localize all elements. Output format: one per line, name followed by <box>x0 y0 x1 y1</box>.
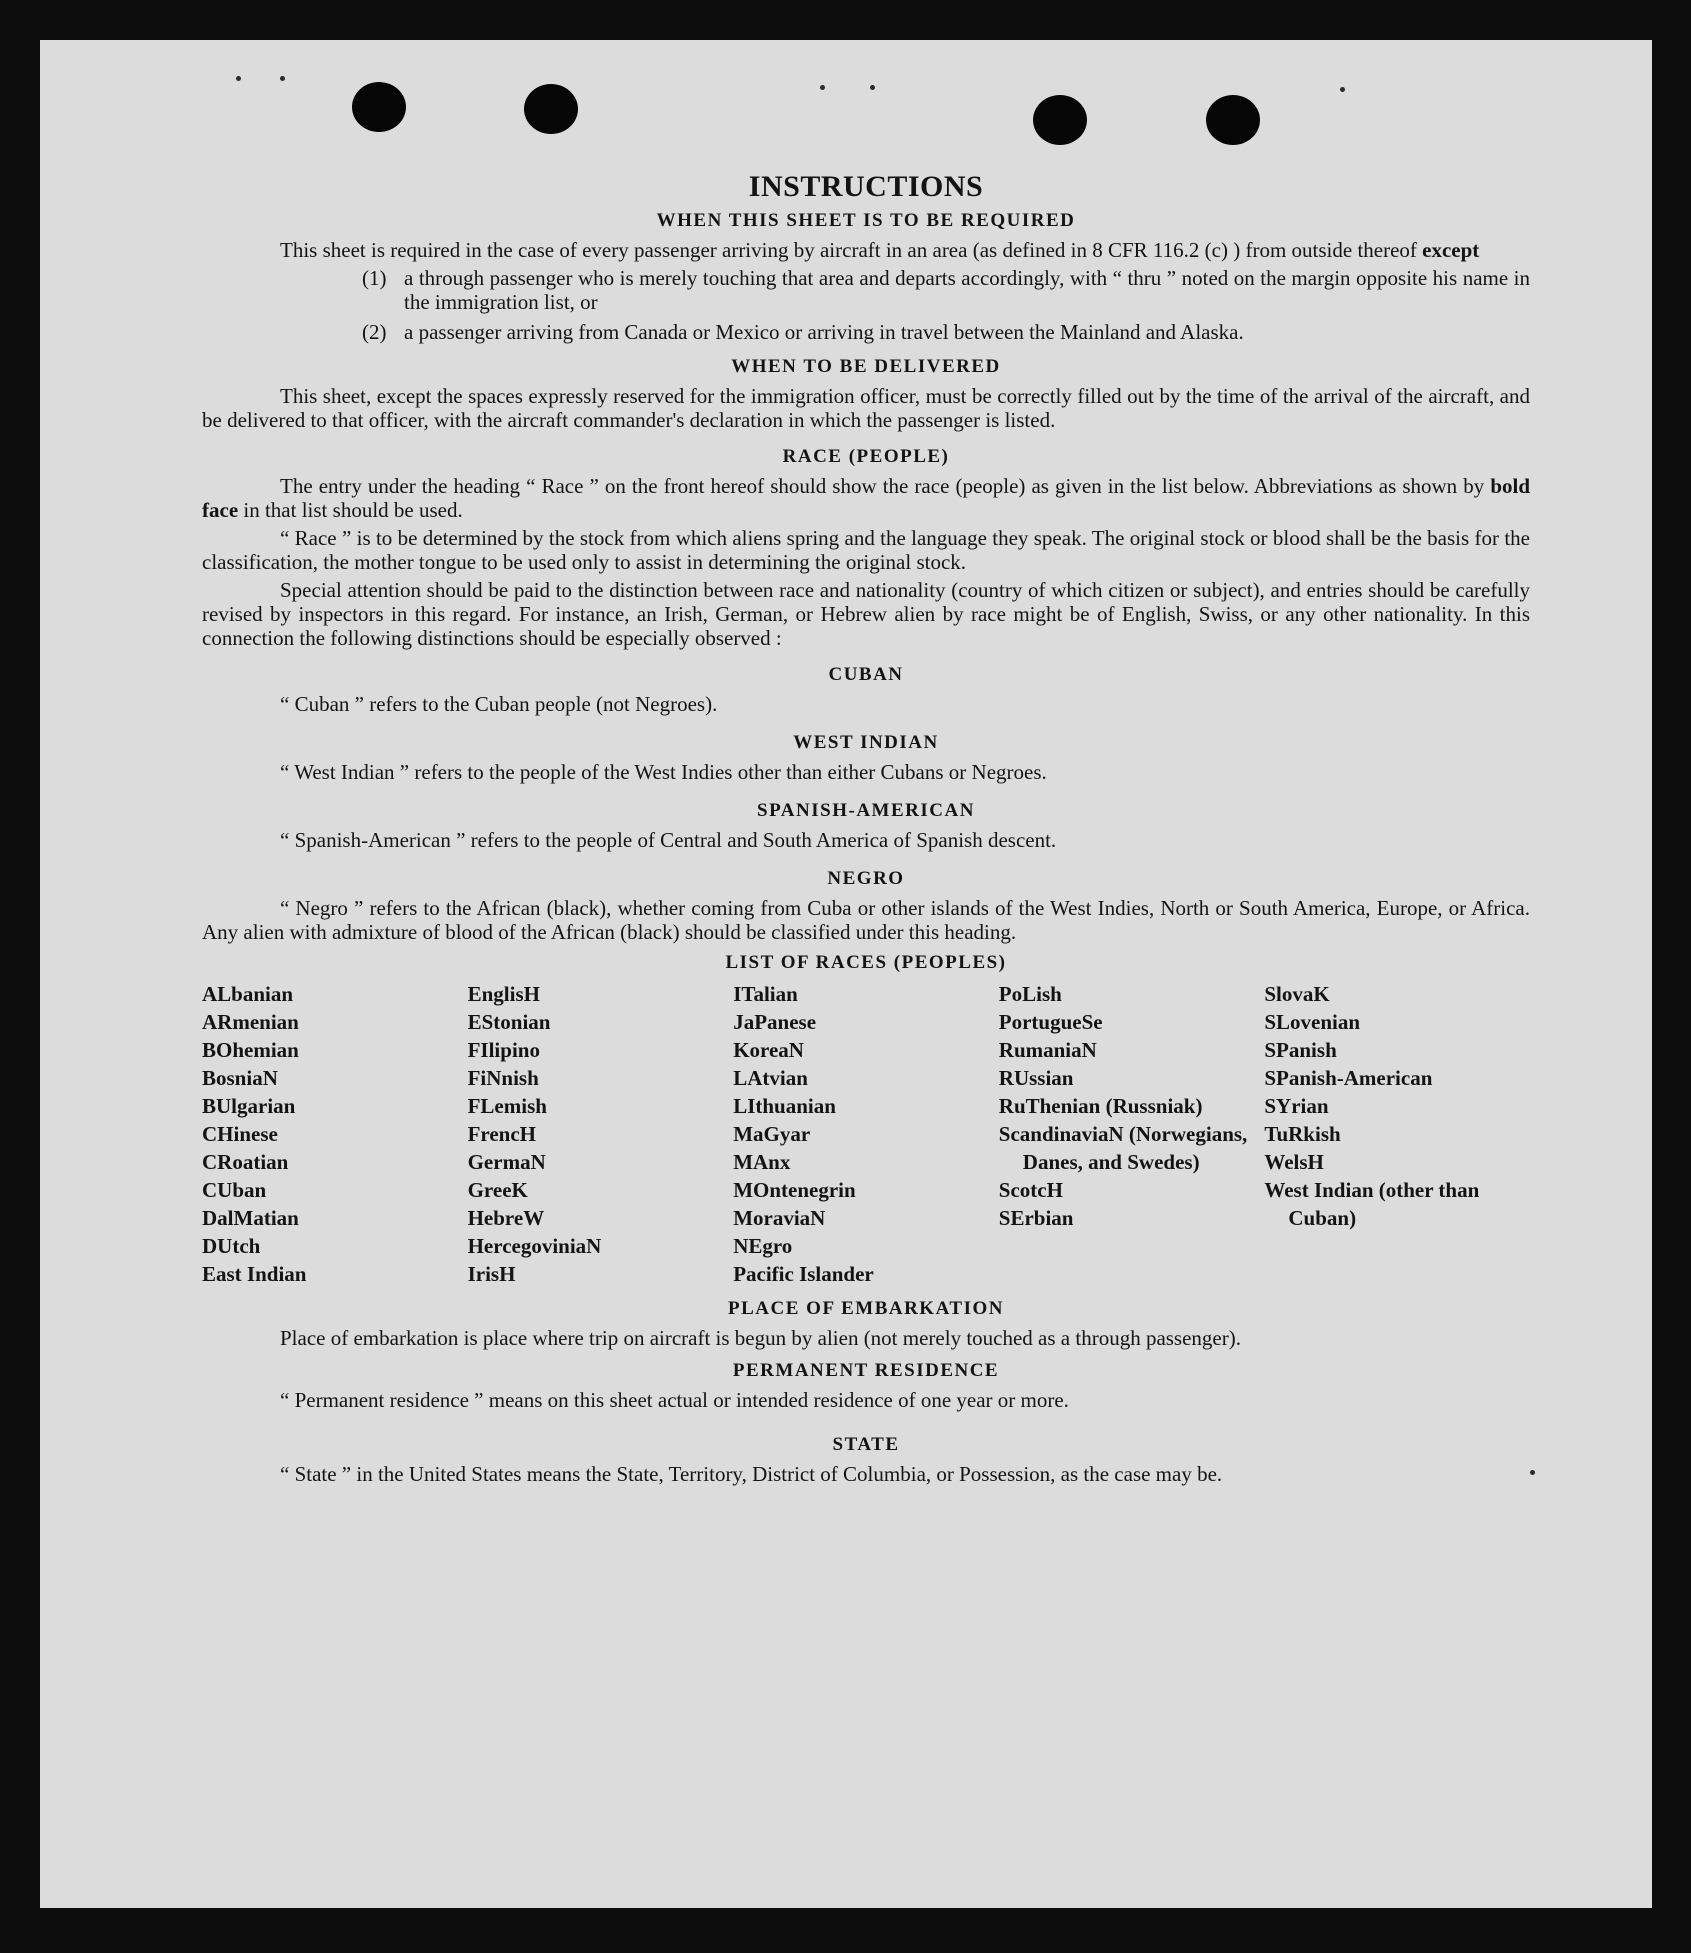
race-entry: BOhemian <box>202 1038 299 1062</box>
paragraph-permanent-residence: “ Permanent residence ” means on this sheet actual or intended residence of one year or more. <box>280 1388 1069 1412</box>
race-entry: JaPanese <box>733 1010 817 1034</box>
bold-face-term: bold face <box>202 474 1531 522</box>
race-entry: SlovaK <box>1264 982 1330 1006</box>
race-entry: GreeK <box>467 1178 528 1202</box>
instructions-body <box>202 170 1530 1490</box>
races-column <box>999 980 1265 1288</box>
race-entry: SLovenian <box>1264 1010 1361 1034</box>
race-entry: RuThenian (Russniak) <box>998 1094 1203 1118</box>
paragraph-cuban: “ Cuban ” refers to the Cuban people (not Negroes). <box>280 692 718 716</box>
race-entry: FiNnish <box>467 1066 539 1090</box>
race-entry: PoLish <box>998 982 1062 1006</box>
paragraph-race-2: “ Race ” is to be determined by the stock from which aliens spring and the language they speak. The original stock or blood shall be the basis for the classification, the mother tongue to be used only to assist in determining the original stock. <box>202 526 1530 574</box>
punch-hole <box>524 84 578 134</box>
paragraph-race-3: Special attention should be paid to the distinction between race and nationality (country of which citizen or subject), and entries should be carefully revised by inspectors in this regard. For instance, an Irish, German, or Hebrew alien by race might be of English, Swiss, or any other nationality. In this connection the following distinctions should be especially observed : <box>202 578 1530 650</box>
race-entry: MOntenegrin <box>733 1178 856 1202</box>
race-entry: WelsH <box>1264 1150 1324 1174</box>
race-entry: IrisH <box>467 1262 516 1286</box>
exception-item: (2) a passenger arriving from Canada or Mexico or arriving in travel between the Mainland and Alaska. <box>362 320 1244 344</box>
paragraph-negro: “ Negro ” refers to the African (black), whether coming from Cuba or other islands of the West Indies, North or South America, Europe, or Africa. Any alien with admixture of blood of the African (black) should be classified under this heading. <box>202 896 1530 944</box>
race-entry: ARmenian <box>202 1010 299 1034</box>
punch-hole <box>352 82 406 132</box>
race-entry: PortugueSe <box>998 1010 1103 1034</box>
page-title: INSTRUCTIONS <box>748 170 984 203</box>
race-entry: BosniaN <box>202 1066 278 1090</box>
races-column <box>733 980 999 1288</box>
race-entry: NEgro <box>733 1234 793 1258</box>
document-sheet <box>40 40 1652 1908</box>
race-entry: LIthuanian <box>733 1094 836 1118</box>
heading-race: RACE (PEOPLE) <box>782 446 950 467</box>
speck <box>1340 87 1345 92</box>
heading-permanent-residence: PERMANENT RESIDENCE <box>732 1360 1000 1381</box>
race-entry: ALbanian <box>202 982 294 1006</box>
race-entry: East Indian <box>202 1262 307 1286</box>
race-entry: FLemish <box>467 1094 547 1118</box>
race-entry: HercegoviniaN <box>467 1234 602 1258</box>
race-entry: MoraviaN <box>733 1206 826 1230</box>
heading-when-delivered: WHEN TO BE DELIVERED <box>731 356 1001 377</box>
paragraph-place-of-embarkation: Place of embarkation is place where trip on aircraft is begun by alien (not merely touched as a through passenger). <box>280 1326 1241 1350</box>
heading-west-indian: WEST INDIAN <box>793 732 939 753</box>
race-entry: DUtch <box>202 1234 261 1258</box>
race-entry: SPanish-American <box>1264 1066 1433 1090</box>
race-entry: MAnx <box>733 1150 791 1174</box>
race-entry: DalMatian <box>202 1206 299 1230</box>
race-entry: SYrian <box>1264 1094 1329 1118</box>
races-table <box>202 980 1530 1288</box>
speck <box>280 76 285 81</box>
race-entry: EnglisH <box>467 982 540 1006</box>
paragraph-state: “ State ” in the United States means the State, Territory, District of Columbia, or Possession, as the case may be. <box>280 1462 1223 1486</box>
exception-item: (1) a through passenger who is merely touching that area and departs accordingly, with “ thru ” noted on the margin opposite his name in the immigration list, or <box>362 266 1530 314</box>
race-entry: ScotcH <box>998 1178 1063 1202</box>
race-entry: GermaN <box>467 1150 546 1174</box>
race-entry: CHinese <box>202 1122 278 1146</box>
punch-hole <box>1033 95 1087 145</box>
speck <box>236 76 241 81</box>
race-entry: RumaniaN <box>998 1038 1097 1062</box>
races-column <box>468 980 734 1288</box>
race-entry: KoreaN <box>733 1038 804 1062</box>
race-entry: TuRkish <box>1264 1122 1341 1146</box>
speck <box>820 85 825 90</box>
heading-when-required: WHEN THIS SHEET IS TO BE REQUIRED <box>656 210 1076 231</box>
races-column <box>202 980 468 1288</box>
race-entry: FIlipino <box>467 1038 540 1062</box>
speck <box>1530 1470 1535 1475</box>
race-entry: ITalian <box>733 982 798 1006</box>
race-entry: SErbian <box>998 1206 1074 1230</box>
race-entry: MaGyar <box>733 1122 811 1146</box>
race-entry: EStonian <box>467 1010 551 1034</box>
race-entry: HebreW <box>467 1206 545 1230</box>
paragraph-when-delivered: This sheet, except the spaces expressly reserved for the immigration officer, must be correctly filled out by the time of the arrival of the aircraft, and be delivered to that officer, with the aircraft commander's declaration in which the passenger is listed. <box>202 384 1530 432</box>
race-entry: Pacific Islander <box>733 1262 874 1286</box>
heading-place-of-embarkation: PLACE OF EMBARKATION <box>728 1298 1004 1319</box>
race-entry: CRoatian <box>202 1150 289 1174</box>
paragraph-west-indian: “ West Indian ” refers to the people of the West Indies other than either Cubans or Negroes. <box>280 760 1047 784</box>
paragraph-race-1: The entry under the heading “ Race ” on the front hereof should show the race (people) as given in the list below. Abbreviations as shown by bold face in that list should be used. <box>202 474 1531 522</box>
heading-spanish-american: SPANISH-AMERICAN <box>757 800 975 821</box>
races-column <box>1264 980 1530 1288</box>
race-entry: RUssian <box>998 1066 1074 1090</box>
except-word: except <box>1422 238 1480 262</box>
paragraph-spanish-american: “ Spanish-American ” refers to the people of Central and South America of Spanish descent. <box>280 828 1057 852</box>
race-entry: SPanish <box>1264 1038 1337 1062</box>
heading-negro: NEGRO <box>827 868 905 889</box>
race-entry: FrencH <box>467 1122 537 1146</box>
heading-cuban: CUBAN <box>828 664 904 685</box>
race-entry: West Indian (other than Cuban) <box>1264 1178 1480 1230</box>
heading-state: STATE <box>832 1434 900 1455</box>
heading-list-of-races: LIST OF RACES (PEOPLES) <box>725 952 1007 973</box>
race-entry: LAtvian <box>733 1066 808 1090</box>
paragraph-when-required: This sheet is required in the case of every passenger arriving by aircraft in an area (as defined in 8 CFR 116.2 (c) ) from outside thereof except <box>280 238 1480 262</box>
punch-hole <box>1206 95 1260 145</box>
race-entry: ScandinaviaN (Norwegians, Danes, and Swedes) <box>998 1122 1248 1174</box>
race-entry: BUlgarian <box>202 1094 296 1118</box>
race-entry: CUban <box>202 1178 267 1202</box>
speck <box>870 85 875 90</box>
